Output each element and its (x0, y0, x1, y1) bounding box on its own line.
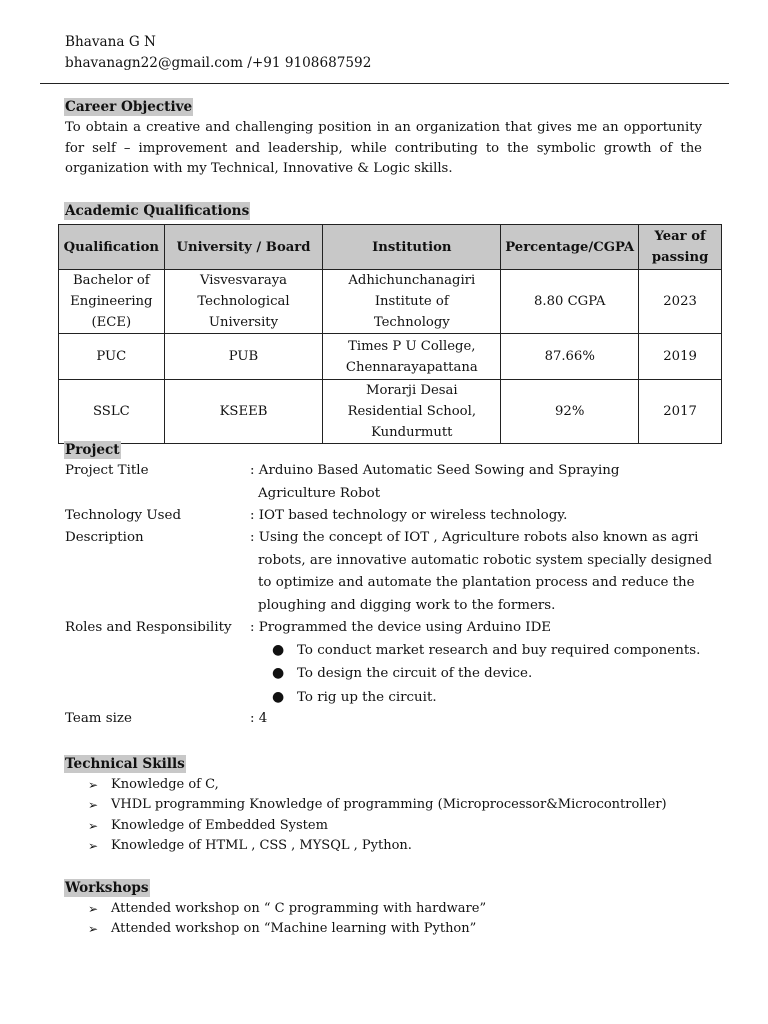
roles-value: : Programmed the device using Arduino IDE (250, 620, 552, 635)
table-cell: Bachelor of Engineering (ECE) (59, 270, 165, 334)
roles-bullet-item: To conduct market research and buy required components. (297, 643, 701, 658)
candidate-name: Bhavana G N (65, 34, 156, 50)
technology-used-value: : IOT based technology or wireless technology. (250, 508, 568, 523)
career-objective-text: To obtain a creative and challenging position in an organization that gives me an opportunity for self – improvement and leadership, while contributing to the symbolic growth of the organization with my Technical, Innovative & Logic skills. (65, 120, 702, 176)
column-header: Year of passing (639, 225, 722, 270)
project-title-value-cont: Agriculture Robot (258, 486, 381, 501)
table-cell: KSEEB (164, 380, 323, 444)
table-cell: PUB (164, 334, 323, 380)
table-cell: 2019 (639, 334, 722, 380)
table-row (59, 380, 722, 444)
table-cell: Visvesvaraya Technological University (164, 270, 323, 334)
skill-item: Knowledge of C, (111, 777, 219, 792)
skill-item: Knowledge of HTML , CSS , MYSQL , Python. (111, 838, 412, 853)
team-size-value: : 4 (250, 711, 268, 726)
header-divider (40, 83, 729, 84)
roles-bullet-item: To design the circuit of the device. (297, 666, 533, 681)
skill-item: VHDL programming Knowledge of programming (Microprocessor&Microcontroller) (111, 797, 667, 812)
description-line: : Using the concept of IOT , Agriculture robots also known as agri (250, 530, 699, 545)
description-line: ploughing and digging work to the formers. (258, 598, 556, 613)
bullet-icon: ● (272, 665, 285, 681)
table-cell: Morarji Desai Residential School, Kundurmutt (323, 380, 501, 444)
skill-item: Knowledge of Embedded System (111, 818, 328, 833)
table-cell: SSLC (59, 380, 165, 444)
description-line: to optimize and automate the plantation process and reduce the (258, 575, 695, 590)
table-cell: Adhichunchanagiri Institute of Technology (323, 270, 501, 334)
table-row (59, 270, 722, 334)
workshop-item: Attended workshop on “ C programming with hardware” (111, 901, 487, 916)
roles-bullet-item: To rig up the circuit. (297, 690, 437, 705)
arrow-bullet-icon: ➢ (88, 922, 99, 936)
table-cell: 92% (501, 380, 639, 444)
table-cell: 87.66% (501, 334, 639, 380)
technical-skills-heading: Technical Skills (65, 756, 185, 772)
bullet-icon: ● (272, 642, 285, 658)
project-title-value: : Arduino Based Automatic Seed Sowing and Spraying (250, 463, 620, 478)
description-label: Description (65, 530, 144, 545)
team-size-label: Team size (65, 711, 132, 726)
contact-info: bhavanagn22@gmail.com /+91 9108687592 (65, 55, 372, 71)
table-cell: 2017 (639, 380, 722, 444)
project-heading: Project (65, 442, 120, 458)
arrow-bullet-icon: ➢ (88, 819, 99, 833)
column-header: Percentage/CGPA (501, 225, 639, 270)
column-header: University / Board (164, 225, 323, 270)
table-cell: Times P U College, Chennarayapattana (323, 334, 501, 380)
column-header: Institution (323, 225, 501, 270)
workshops-heading: Workshops (65, 880, 149, 896)
career-objective-heading: Career Objective (65, 99, 193, 115)
roles-label: Roles and Responsibility (65, 620, 232, 635)
academic-heading: Academic Qualifications (65, 203, 250, 219)
table-cell: 8.80 CGPA (501, 270, 639, 334)
academic-table (58, 224, 722, 444)
arrow-bullet-icon: ➢ (88, 902, 99, 916)
table-header-row (59, 225, 722, 270)
table-row (59, 334, 722, 380)
arrow-bullet-icon: ➢ (88, 778, 99, 792)
arrow-bullet-icon: ➢ (88, 798, 99, 812)
table-cell: 2023 (639, 270, 722, 334)
project-title-label: Project Title (65, 463, 149, 478)
description-line: robots, are innovative automatic robotic system specially designed (258, 553, 713, 568)
table-cell: PUC (59, 334, 165, 380)
arrow-bullet-icon: ➢ (88, 839, 99, 853)
column-header: Qualification (59, 225, 165, 270)
technology-used-label: Technology Used (65, 508, 182, 523)
workshop-item: Attended workshop on “Machine learning with Python” (111, 921, 477, 936)
bullet-icon: ● (272, 689, 285, 705)
